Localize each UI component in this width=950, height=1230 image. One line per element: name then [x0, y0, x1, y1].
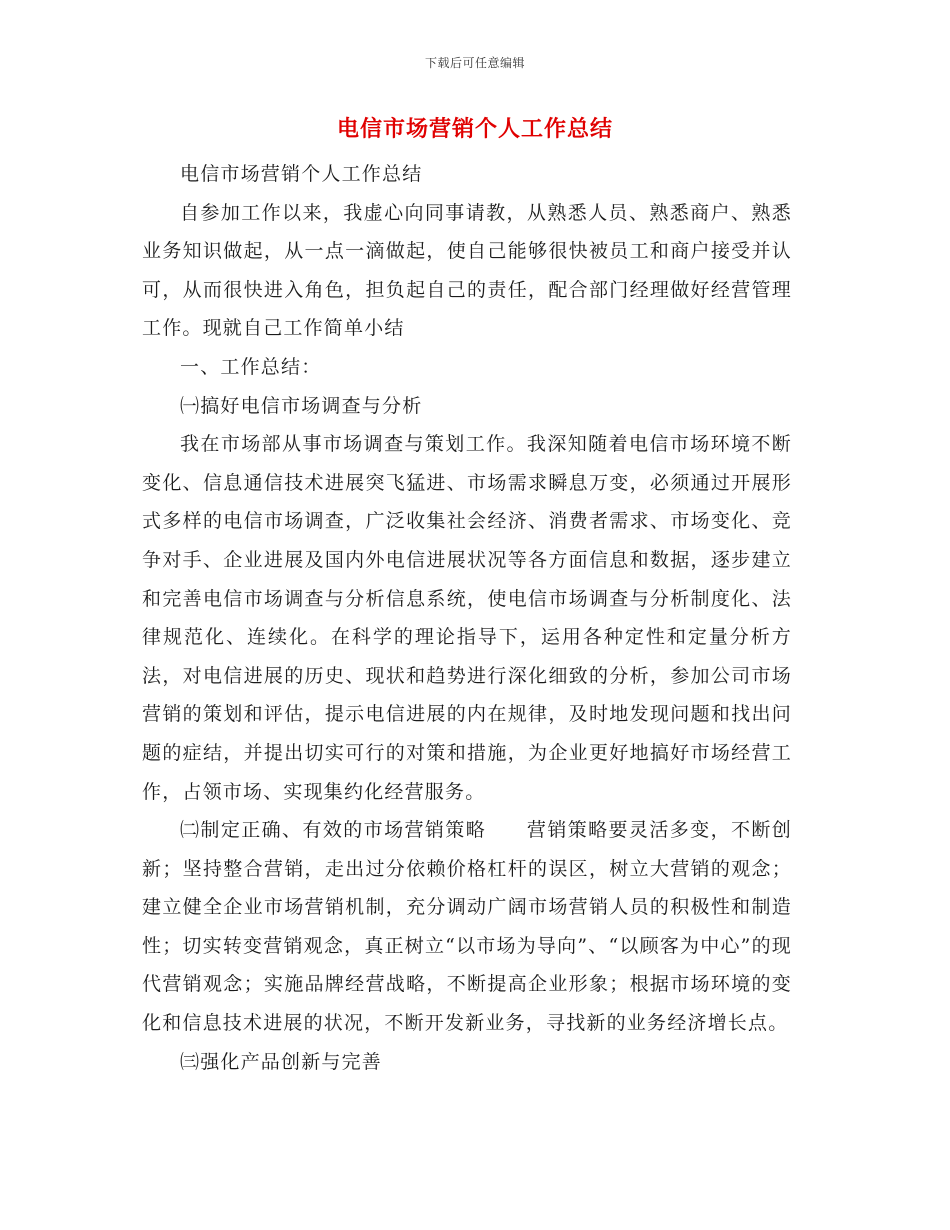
paragraph-marketing-strategy: ㈡制定正确、有效的市场营销策略 营销策略要灵活多变，不断创新；坚持整合营销，走出过分依赖价格杠杆的误区，树立大营销的观念；建立健全企业市场营销机制，充分调动广阔市场营销人员的积极性和制造性；切实转变营销观念，真正树立“以市场为导向”、“以顾客为中心”的现代营销观念；实施品牌经营战略，不断提高企业形象；根据市场环境的变化和信息技术进展的状况，不断开发新业务，寻找新的业务经济增长点。: [142, 819, 792, 1035]
paragraph-subtitle: 电信市场营销个人工作总结: [180, 163, 423, 185]
subsection-heading-1: ㈠搞好电信市场调查与分析: [180, 394, 423, 417]
section-heading-work-summary: 一、工作总结：: [180, 355, 322, 378]
paragraph-intro: 自参加工作以来，我虚心向同事请教，从熟悉人员、熟悉商户、熟悉业务知识做起，从一点一滴做起，使自己能够很快被员工和商户接受并认可，从而很快进入角色，担负起自己的责任，配合部门经理做好经营管理工作。现就自己工作简单小结: [142, 201, 792, 340]
paragraph-market-research: 我在市场部从事市场调查与策划工作。我深知随着电信市场环境不断变化、信息通信技术进展突飞猛进、市场需求瞬息万变，必须通过开展形式多样的电信市场调查，广泛收集社会经济、消费者需求、市场变化、竞争对手、企业进展及国内外电信进展状况等各方面信息和数据，逐步建立和完善电信市场调查与分析信息系统，使电信市场调查与分析制度化、法律规范化、连续化。在科学的理论指导下，运用各种定性和定量分析方法，对电信进展的历史、现状和趋势进行深化细致的分析，参加公司市场营销的策划和评估，提示电信进展的内在规律，及时地发现问题和找出问题的症结，并提出切实可行的对策和措施，为企业更好地搞好市场经营工作，占领市场、实现集约化经营服务。: [142, 433, 792, 803]
page-header: 下载后可任意编辑: [424, 56, 525, 70]
document-body: [142, 155, 792, 1081]
subsection-heading-3: ㈢强化产品创新与完善: [180, 1050, 383, 1073]
document-title: 电信市场营销个人工作总结: [336, 117, 613, 142]
